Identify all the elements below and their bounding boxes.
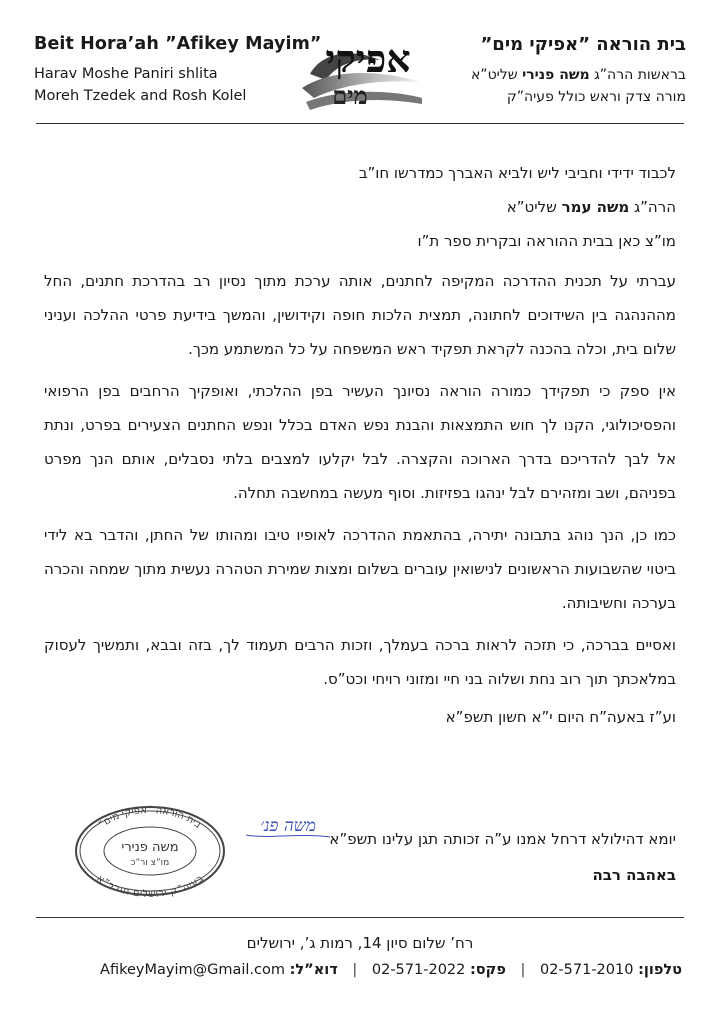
salutation-line-2-post: שליט”א — [506, 198, 562, 216]
footer-email: AfikeyMayim@Gmail.com — [100, 962, 285, 978]
letterhead-hebrew-title: בית הוראה ”אפיקי מים” — [480, 34, 686, 55]
handwritten-signature — [238, 809, 338, 843]
salutation-recipient-name: משה עמר — [561, 198, 630, 216]
logo-word-afikey: אפיקי — [325, 36, 411, 81]
header-divider — [36, 123, 684, 124]
salutation-line-2 — [44, 190, 676, 224]
footer-fax: 02-571-2022 — [371, 962, 466, 978]
stamp-ring-bottom-text: בעיה”ק ירושלים תובב”א — [94, 873, 206, 899]
rabbinical-stamp — [72, 803, 228, 899]
letterhead-english-title: Beit Hora’ah ”Afikey Mayim” — [34, 34, 322, 54]
footer-phone: 02-571-2010 — [539, 962, 634, 978]
paragraph-2: אין ספק כי תפקידך כמורה הוראה נסיונך העשיר בפן ההלכתי, ואופקיך הרחבים בפן הרפואי והפסיכולוגי, הקנו לך חוש התמצאות והבנת נפש האדם בכלל ונפש החתנים הצעירים בפרט, ונתת אל לבך להדריכם בדרך הארוכה והקצרה. לבל יקלעו למצבים בלתי נסבלים, אותם הנך מפרט בפניהם, ושב ומזהירם לבל ינהגו בפזיזות. וסוף מעשה במחשבה תחלה. — [44, 382, 676, 502]
footer-separator-2: | — [352, 962, 358, 978]
footer-contact — [38, 962, 682, 978]
letterhead-hebrew-line1-post: שליט”א — [470, 67, 523, 83]
letterhead-english-line1: Harav Moshe Paniri shlita — [34, 66, 218, 82]
stamp-center-name: משה פנירי — [121, 840, 179, 855]
stamp-ring-top-text: בית הוראה ”אפיקי מים” — [96, 804, 204, 831]
footer-fax-label: פקס: — [469, 962, 506, 978]
letter-body — [44, 156, 676, 734]
letterhead-hebrew-line1 — [471, 64, 686, 86]
footer-phone-label: טלפון: — [638, 962, 682, 978]
logo-word-mayim: מים — [332, 81, 368, 110]
letterhead-english — [34, 34, 322, 107]
footer-separator-1: | — [520, 962, 526, 978]
letterhead-hebrew-line2: מורה צדק וראש כולל פעיה”ק — [506, 89, 686, 105]
paragraph-4: ואסיים בברכה, כי תזכה לראות ברכה בעמלך, וזכות הרבים תעמוד לך, בזה ובבא, ותמשיך לעסוק במלאכתך תוך רוב נחת ושלוה בני חיי ומזוני רויחי וכט”ס. — [44, 636, 676, 688]
letterhead-hebrew-line1-name: משה פנירי — [522, 67, 590, 83]
letterhead-hebrew-line1-pre: בראשות הרה”ג — [589, 67, 686, 83]
closing-line: באהבה רבה — [592, 866, 676, 884]
hillula-line: יומא דהילולא דרחל אמנו ע”ה זכותה תגן עלינו תשפ”א — [329, 830, 676, 848]
salutation-line-1: לכבוד ידידי וחביבי ליש ולביא האברך כמדרשו חו”ב — [358, 164, 676, 182]
stamp-center-sub: מו”צ ור”כ — [130, 858, 170, 868]
afikey-mayim-logo — [292, 22, 428, 114]
date-line: וע”ז באעה”ח היום י”א חשון תשפ”א — [445, 708, 676, 726]
footer-email-label: דוא”ל: — [289, 962, 338, 978]
paragraph-1: עברתי על תכנית ההדרכה המקיפה לחתנים, אותה ערכת מתוך נסיון רב בהדרכת חתנים, החל מההנהגה בין השידוכים לחתונה, תמצית הלכות חופה וקידושין, והמשך בידיעת פרטי ההלכה ועניני שלום בית, וכלה בהכנה לקראת תפקיד ראש המשפחה על כל המשתמע מכך. — [44, 272, 676, 358]
svg-text:בעיה”ק ירושלים תובב”א — [94, 873, 205, 899]
signature-text: משה פנ׳ — [260, 816, 316, 836]
salutation-line-2-pre: הרה”ג — [629, 198, 676, 216]
paragraph-3: כמו כן, הנך נוהג בתבונה יתירה, בהתאמת ההדרכה לאופיו טיבו ומהותו של החתן, והדבר בא לידי ביטוי שהשבועות הראשונים לנישואין עוברים בשלום ומצות שמירת הטהרה נעשית מתוך שמחה והכרה בערכה וחשיבותה. — [44, 526, 676, 612]
footer-divider — [36, 917, 684, 918]
footer-address: רח’ שלום סיון 14, רמות ג’, ירושלים — [246, 934, 474, 952]
salutation-line-3: מו”צ כאן בבית ההוראה ובקרית ספר ת”ו — [417, 232, 676, 250]
letterhead-english-line2: Moreh Tzedek and Rosh Kolel — [34, 88, 247, 104]
letterhead-hebrew — [471, 34, 686, 108]
